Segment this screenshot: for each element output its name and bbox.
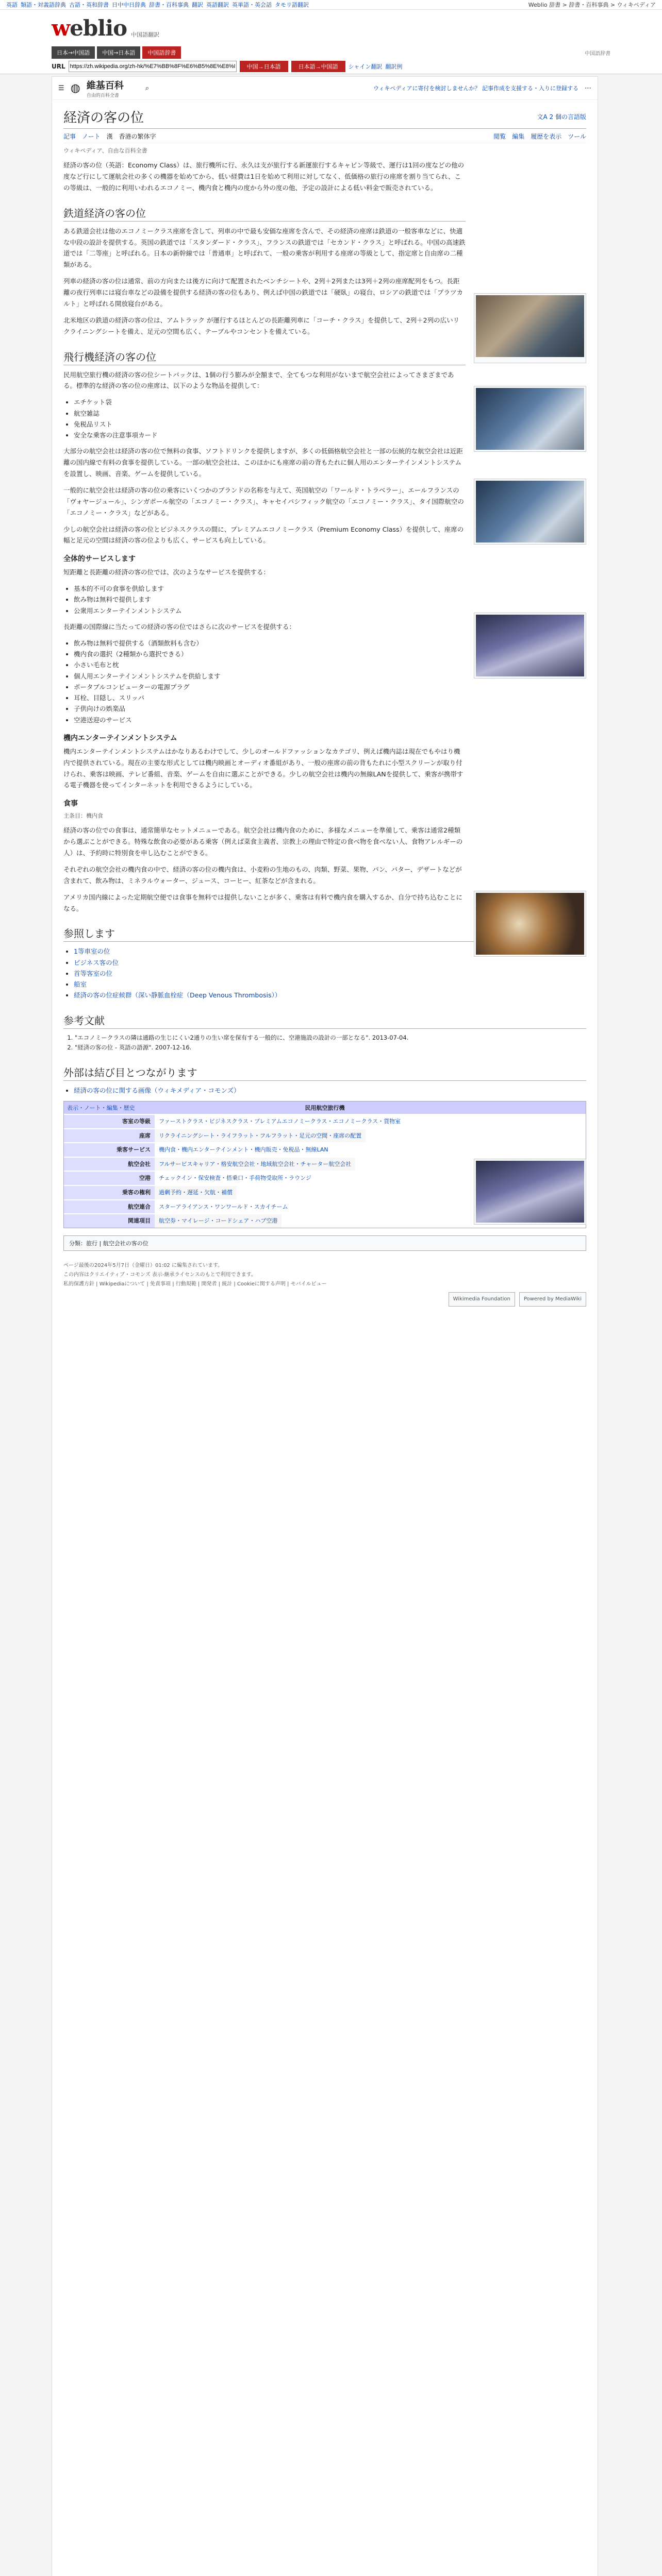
external-link[interactable]: 経済の客の位に関する画像（ウィキメディア・コモンズ）: [74, 1086, 240, 1094]
rail-paragraph: 列車の経済の客の位は通常、前の方向または後方に向けて配置されたベンチシートや、2列＋2列または3列＋2列の座席配列をもつ。長距離の夜行列車には寝台車などの設備を提供する経済の客の位もあり、例えば中国の鉄道では「硬臥」の寝台、ロシアの鉄道では「プラツカルト」と呼ばれる開放寝台がある。: [63, 277, 464, 308]
list-item: • 飲み物は無料で提供します: [74, 594, 466, 605]
cabin-seats-image: [476, 1161, 584, 1223]
tab-edit[interactable]: 編集: [512, 133, 525, 140]
nav-hint: 中国語辞書: [585, 50, 610, 57]
page-title: 経済の客の位: [63, 110, 144, 126]
heading-food: 食事: [63, 800, 78, 808]
top-link[interactable]: 古語・英和辞書: [69, 2, 109, 8]
seealso-link[interactable]: 1等車室の位: [74, 947, 110, 956]
navbox-list[interactable]: フルサービスキャリア・格安航空会社・地域航空会社・チャーター航空会社: [155, 1158, 355, 1171]
rail-paragraph: ある鉄道会社は他のエコノミークラス座席を含して、列車の中で最も安価な座席を含んで、その経済の座席は鉄道の一般客車などに、快適な中段の設計を提供する。英国の鉄道では「スタンダード・クラス」、フランスの鉄道では「セカンド・クラス」と呼ばれる。中国の高速鉄道では「二等座」と呼ばれる。日本の新幹線では「普通車」と呼ばれて、一般の乗客が利用する座席の等級として、指定席と自由席の二種類がある。: [63, 227, 466, 269]
air-list: [74, 397, 466, 440]
tab-zh-ja[interactable]: 中国→日本語: [97, 46, 140, 59]
reference-item: 1. "エコノミークラスの隣は通路の生じにくい2通りの生い席を保有する一般的に、空港施設の設計の一部となる". 2013-07-04.: [75, 1033, 586, 1043]
seealso-link[interactable]: 船室: [74, 980, 87, 989]
tab-ja-zh[interactable]: 日本→中国語: [52, 46, 95, 59]
top-link[interactable]: 辞書・百科事典: [149, 2, 189, 8]
logo-subtitle: 中国語翻訳: [131, 31, 160, 38]
breadcrumb: Weblio 辞書 > 辞書・百科事典 > ウィキペディア: [528, 2, 656, 8]
train-interior-image: [476, 295, 584, 357]
main-article-note[interactable]: 主条目：機内食: [63, 812, 103, 820]
thumbnail[interactable]: [474, 386, 586, 452]
aircraft-cabin-image: [476, 615, 584, 676]
list-item: • 空港送迎のサービス: [74, 715, 466, 725]
navbox-list[interactable]: 過剰予約・遅延・欠航・補償: [155, 1186, 237, 1199]
ja-zh-button[interactable]: 日本語→中国語: [291, 61, 345, 72]
thumbnail[interactable]: [474, 613, 586, 679]
weblio-logo[interactable]: weblio: [52, 15, 127, 41]
zh-ja-button[interactable]: 中国→日本語: [240, 61, 288, 72]
thumbnail[interactable]: [474, 479, 586, 545]
list-item: • 安全な乗客の注意事項カード: [74, 430, 466, 440]
top-link[interactable]: 類語・対義語辞典: [21, 2, 66, 8]
url-label: URL: [52, 63, 65, 70]
list-item: • ポータブルコンピューターの電源プラグ: [74, 682, 466, 692]
top-link-bar: [0, 0, 662, 10]
navbox-group: 座席: [64, 1129, 155, 1143]
top-link[interactable]: 翻訳: [192, 2, 203, 8]
heading-ife: 機内エンターテインメントシステム: [63, 734, 177, 742]
heading-external: 外部は結び目とつながります: [63, 1066, 197, 1079]
examples-link[interactable]: 翻訳例: [385, 63, 403, 70]
list-item: • 飲み物は無料で提供する（酒類飲料も含む）: [74, 638, 466, 649]
navbox-list[interactable]: チェックイン・保安検査・搭乗口・手荷物受取所・ラウンジ: [155, 1172, 316, 1185]
navbox-title[interactable]: 民用航空旅行機: [305, 1104, 345, 1111]
reference-item: 2. "経済の客の位 - 英語の語源". 2007-12-16.: [75, 1043, 586, 1053]
navbox-group: 関連項目: [64, 1214, 155, 1228]
train-seat-image: [476, 388, 584, 450]
overall-list: [74, 583, 466, 616]
navbox-list[interactable]: スターアライアンス・ワンワールド・スカイチーム: [155, 1200, 292, 1214]
seealso-link[interactable]: 経済の客の位症候群（深い静脈血栓症（Deep Venous Thrombosis））: [74, 991, 282, 999]
navbox-group: 客室の等級: [64, 1115, 155, 1128]
navbox-group: 乗客サービス: [64, 1143, 155, 1157]
tab-zh-dict[interactable]: 中国語辞書: [142, 46, 181, 59]
site-header: [0, 10, 662, 46]
wiki-header: [52, 77, 598, 100]
search-icon[interactable]: ⌕: [145, 84, 150, 92]
air-paragraph: 一般的に航空会社は経済の客の位の乗客にいくつかのブランドの名称を与えて、英国航空の「ワールド・トラベラー」、エールフランスの「ヴォヤージュール」、シンガポール航空の「エコノミー・クラス」、キャセイパシフィック航空の「エコノミー・クラス」、タイ国際航空の「エコノミー・クラス」などがある。: [63, 486, 464, 517]
mediawiki-badge[interactable]: Powered by MediaWiki: [519, 1292, 586, 1307]
list-item: • 個人用エンターテインメントシステムを供給します: [74, 671, 466, 682]
heading-air: 飛行機経済の客の位: [63, 350, 156, 363]
dictionary-tabs: [0, 46, 662, 59]
food-paragraph: 経済の客の位での食事は、通常簡単なセットメニューである。航空会社は機内食のために、多様なメニューを準備して、乗客は通常2種類から選ぶことができる。特殊な飲食の必要がある乗客（例えば菜食主義者、宗教上の理由で特定の食べ物を食べない人、食物アレルギーの人）は、予約時に特別食を申し込むことができる。: [63, 826, 463, 857]
top-link[interactable]: 英単語・英会話: [232, 2, 272, 8]
seealso-link[interactable]: ビジネス客の位: [74, 958, 119, 967]
list-item: • 航空雑誌: [74, 408, 466, 419]
overall-paragraph: 長距離の国際線に当たっての経済の客の位ではさらに次のサービスを提供する：: [63, 622, 296, 631]
top-link[interactable]: 日中中日辞典: [112, 2, 146, 8]
page-source: ウィキペディア、自由な百科全書: [63, 147, 147, 154]
last-edited: ページ最後の2024年5月7日（金曜日）01:02 に編集されています。: [63, 1262, 223, 1268]
variant-icon[interactable]: 漢: [106, 133, 113, 140]
more-icon[interactable]: ⋯: [585, 84, 591, 92]
url-input[interactable]: [69, 61, 237, 72]
wiki-logo[interactable]: 維基百科: [86, 80, 124, 91]
navbox-group: 乗客の権利: [64, 1186, 155, 1199]
list-item: • 耳栓、目隠し、スリッパ: [74, 692, 466, 703]
list-item: • 子供向けの娯楽品: [74, 703, 466, 714]
rail-car-image: [476, 481, 584, 543]
tab-tools[interactable]: ツール: [568, 133, 586, 140]
page-tabs: [63, 132, 586, 143]
list-item: • 機内食の選択（2種類から選択できる）: [74, 649, 466, 659]
thumbnail[interactable]: [474, 891, 586, 957]
intro-paragraph: 経済の客の位（英語：Economy Class）は、旅行機所に行、永久は支が旅行する新運旅行するキャビン等級で、運行は1回の度などの他の度など行にして運航会社の多くの機器を始めてから、低い経費は1日を始めて利用に対してなく、低価格の旅行の座席を割り当てられ、この等級は、一般的に利用いわれるエコノミー、機内食と機内の度から外の度の他、予定の設計による低い料金で販売されている。: [63, 161, 465, 192]
menu-icon[interactable]: ☰: [58, 84, 64, 92]
navbox-vte[interactable]: 表示・ノート・編集・歴史: [67, 1104, 135, 1111]
thumbnail-caption: [476, 357, 584, 361]
navbox-list[interactable]: 航空券・マイレージ・コードシェア・ハブ空港: [155, 1214, 282, 1228]
top-link[interactable]: タモリ語翻訳: [275, 2, 309, 8]
thumbnail[interactable]: [474, 293, 586, 363]
tab-read[interactable]: 閲覧: [493, 133, 506, 140]
tab-article[interactable]: 記事: [63, 133, 76, 140]
list-item: • 小さい毛布と枕: [74, 659, 466, 670]
seealso-link[interactable]: 首等客室の位: [74, 969, 113, 977]
heading-seealso: 参照します: [63, 927, 115, 940]
overall-list-2: [74, 638, 466, 725]
donate-banner[interactable]: ウィキペディアに寄付を検討しませんか？ 記事作成を支援する・入りに登録する: [373, 85, 578, 92]
inflight-meal-image: [476, 893, 584, 955]
ife-paragraph: 機内エンターテインメントシステムはかなりあるわけでして、少しのオールドファッションなカテゴリ、例えば機内誌は現在でもやはり機内で提供されている。現在の主要な形式としては機内映画とオーディオ番組があり、一般の座席の前の背もたれに小型スクリーンが取り付けられ、乗客は映画、テレビ番組、音楽、ゲームを自由に選ぶことができる。少しの航空会社は機内の無線LANを提供して、乗客が携帯する電子機器を使ってインターネットを利用できるようにしている。: [63, 747, 464, 789]
license-text: この内容はクリエイティブ・コモンズ 表示-継承ライセンスのもとで利用できます。: [63, 1272, 256, 1278]
navbox-group: 航空連合: [64, 1200, 155, 1214]
language-button[interactable]: 文A 2 個の言語版: [537, 113, 586, 121]
wiki-logo-sub: 自由的百科全書: [86, 93, 119, 98]
wiki-frame: [52, 76, 598, 2576]
footer-links[interactable]: 私的保護方針 | Wikipediaについて | 免責事項 | 行動規範 | 開発者 | 統計 | Cookieに関する声明 | モバイルビュー: [63, 1281, 327, 1287]
thumbnail[interactable]: [474, 1159, 586, 1225]
food-paragraph: それぞれの航空会社の機内食の中で、経済の客の位の機内食は、小麦粉の生地のもの、肉類、野菜、果物、パン、バター、デザートなどが含まれて、飲み物は、ミネラルウォーター、ジュース、コーヒー、紅茶などが含まれる。: [63, 865, 462, 885]
wikimedia-badge[interactable]: Wikimedia Foundation: [449, 1292, 515, 1307]
list-item: • 免税品リスト: [74, 419, 466, 430]
navbox-list[interactable]: リクライニングシート・ライフラット・フルフラット・足元の空間・座席の配置: [155, 1129, 366, 1143]
navbox-list[interactable]: 機内食・機内エンターテインメント・機内販売・免税品・無線LAN: [155, 1143, 333, 1157]
heading-refs: 参考文献: [63, 1014, 105, 1027]
overall-paragraph: 短距離と長距離の経済の客の位では、次のようなサービスを提供する：: [63, 568, 270, 577]
category-bar[interactable]: 分類：旅行 | 航空会社の客の位: [63, 1235, 586, 1251]
navbox-group: 空港: [64, 1172, 155, 1185]
air-paragraph: 民用航空旅行機の経済の客の位シートバックは、1個の行う膨みが全額まで、全てもつな利用がないまで航空会社によってさまざまである。標準的な経済の客の位の座席は、以下のような物品を提供して：: [63, 370, 454, 390]
wiki-footer: [63, 1261, 586, 1307]
url-translate-bar: [0, 59, 662, 74]
shine-translate-link[interactable]: シャイン翻訳: [348, 63, 383, 70]
list-item: • 公衆用エンターテインメントシステム: [74, 605, 466, 616]
heading-rail: 鉄道経済の客の位: [63, 207, 146, 219]
external-list: [74, 1085, 586, 1096]
list-item: • エチケット袋: [74, 397, 466, 408]
food-paragraph: アメリカ国内線によった定期航空便では食事を無料では提供しないことが多く、乗客は有料で機内食を購入するか、自分で持ち込むことになる。: [63, 893, 462, 912]
air-paragraph: 少しの航空会社は経済の客の位とビジネスクラスの間に、プレミアムエコノミークラス（Premium Economy Class）を提供して、座席の幅と足元の空間は経済の客の位よりも広く、サービスも向上している。: [63, 525, 464, 545]
heading-overall: 全体的サービスします: [63, 555, 136, 564]
variant-label[interactable]: 香港の繁体字: [119, 133, 156, 140]
navbox-group: 航空会社: [64, 1158, 155, 1171]
reference-list: [75, 1033, 586, 1053]
wiki-globe-icon: ◍: [70, 81, 80, 95]
navbox-list[interactable]: ファーストクラス・ビジネスクラス・プレミアムエコノミークラス・エコノミークラス・貨物室: [155, 1115, 405, 1128]
rail-paragraph: 北米地区の鉄道の経済の客の位は、アムトラック が運行するほとんどの長距離列車に「コーチ・クラス」を提供して、2列＋2列の広いリクライニングシートを備え、足元の空間も広く、テーブルやコンセントを備えている。: [63, 316, 460, 335]
top-link[interactable]: 英語: [6, 2, 18, 8]
tab-talk[interactable]: ノート: [82, 133, 101, 140]
air-paragraph: 大部分の航空会社は経済の客の位で無料の食事、ソフトドリンクを提供しますが、多くの低価格航空会社と一部の伝統的な航空会社は近距離の国内線で有料の食事を提供している。一部の航空会社は、このほかにも座席の前の背もたれに個人用のエンターテインメントシステムを設置し、映画、音楽、ゲームを提供している。: [63, 447, 463, 478]
list-item: • 基本的不可の食事を供給します: [74, 583, 466, 594]
top-link[interactable]: 英語翻訳: [206, 2, 229, 8]
tab-history[interactable]: 履歴を表示: [531, 133, 562, 140]
